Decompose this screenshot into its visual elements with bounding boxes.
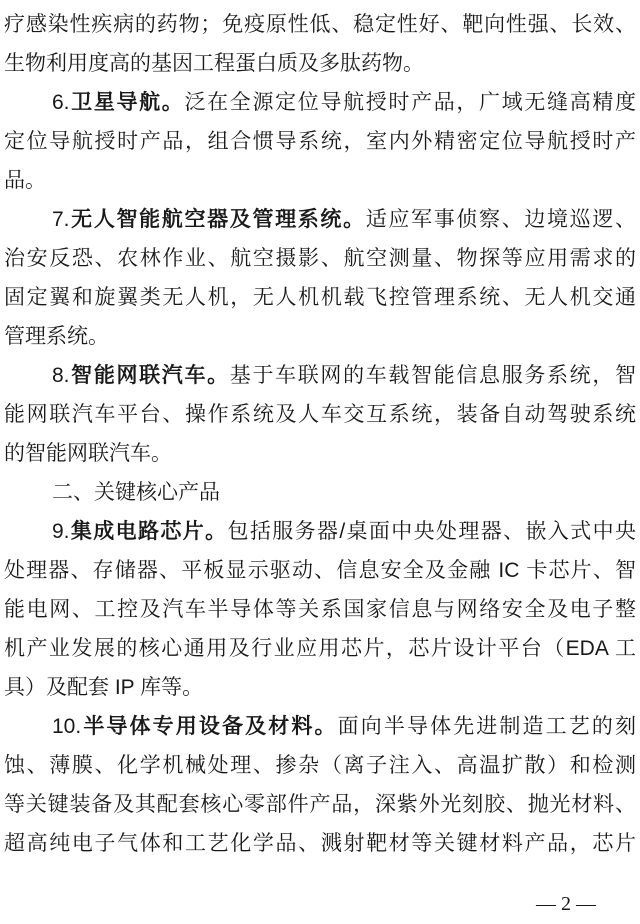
body: 治安反恐、农林作业、航空摄影、航空测量、物探等应用需求的: [4, 247, 636, 270]
section-number: 9.: [52, 520, 70, 543]
text-line: [4, 44, 636, 83]
body: 超高纯电子气体和工艺化学品、溅射靶材等关键材料产品，芯片: [4, 832, 636, 855]
section-title: 智能网联汽车。: [69, 364, 230, 387]
body: 能电网、工控及汽车半导体等关系国家信息与网络安全及电子整: [4, 598, 636, 621]
text-line: [4, 434, 636, 473]
section-heading: 二、关键核心产品: [52, 481, 220, 504]
section-number: 8.: [52, 364, 70, 387]
document-body: [4, 5, 636, 863]
text-line: [4, 629, 636, 668]
section-title: 无人智能航空器及管理系统。: [69, 208, 366, 231]
body: 生物利用度高的基因工程蛋白质及多肽药物。: [4, 52, 424, 75]
body: 疗感染性疾病的药物；免疫原性低、稳定性好、靶向性强、长效、: [4, 13, 636, 36]
body: 面向半导体先进制造工艺的刻: [337, 715, 636, 738]
body: 处理器、存储器、平板显示驱动、信息安全及金融 IC 卡芯片、智: [4, 559, 636, 582]
text-line: [4, 473, 636, 512]
text-line: [4, 551, 636, 590]
body: 适应军事侦察、边境巡逻、: [365, 208, 636, 231]
text-line: [4, 278, 636, 317]
page-number: — 2 —: [536, 893, 596, 915]
body: 机产业发展的核心通用及行业应用芯片，芯片设计平台（EDA 工: [4, 637, 636, 660]
text-line: [4, 707, 636, 746]
section-title: 卫星导航。: [69, 91, 185, 114]
section-number: 10.: [52, 715, 82, 738]
text-line: [4, 5, 636, 44]
body: 具）及配套 IP 库等。: [4, 676, 204, 699]
text-line: [4, 746, 636, 785]
section-title: 半导体专用设备及材料。: [81, 715, 338, 738]
text-line: [4, 785, 636, 824]
section-title: 集成电路芯片。: [69, 520, 228, 543]
body: 能网联汽车平台、操作系统及人车交互系统，装备自动驾驶系统: [4, 403, 636, 426]
body: 蚀、薄膜、化学机械处理、掺杂（离子注入、高温扩散）和检测: [4, 754, 636, 777]
body: 包括服务器/桌面中央处理器、嵌入式中央: [227, 520, 636, 543]
text-line: [4, 356, 636, 395]
text-line: [4, 824, 636, 863]
text-line: [4, 83, 636, 122]
body: 管理系统。: [4, 325, 109, 348]
text-line: [4, 668, 636, 707]
text-line: [4, 590, 636, 629]
body: 基于车联网的车载智能信息服务系统，智: [229, 364, 636, 387]
body: 品。: [4, 169, 46, 192]
text-line: [4, 200, 636, 239]
text-line: [4, 239, 636, 278]
body: 泛在全源定位导航授时产品，广域无缝高精度: [184, 91, 636, 114]
body: 固定翼和旋翼类无人机，无人机机载飞控管理系统、无人机交通: [4, 286, 636, 309]
text-line: [4, 122, 636, 161]
body: 的智能网联汽车。: [4, 442, 172, 465]
text-line: [4, 161, 636, 200]
section-number: 7.: [52, 208, 70, 231]
body: 等关键装备及其配套核心零部件产品，深紫外光刻胶、抛光材料、: [4, 793, 636, 816]
text-line: [4, 512, 636, 551]
page-footer: [536, 892, 596, 916]
text-line: [4, 317, 636, 356]
body: 定位导航授时产品，组合惯导系统，室内外精密定位导航授时产: [4, 130, 636, 153]
section-number: 6.: [52, 91, 70, 114]
text-line: [4, 395, 636, 434]
